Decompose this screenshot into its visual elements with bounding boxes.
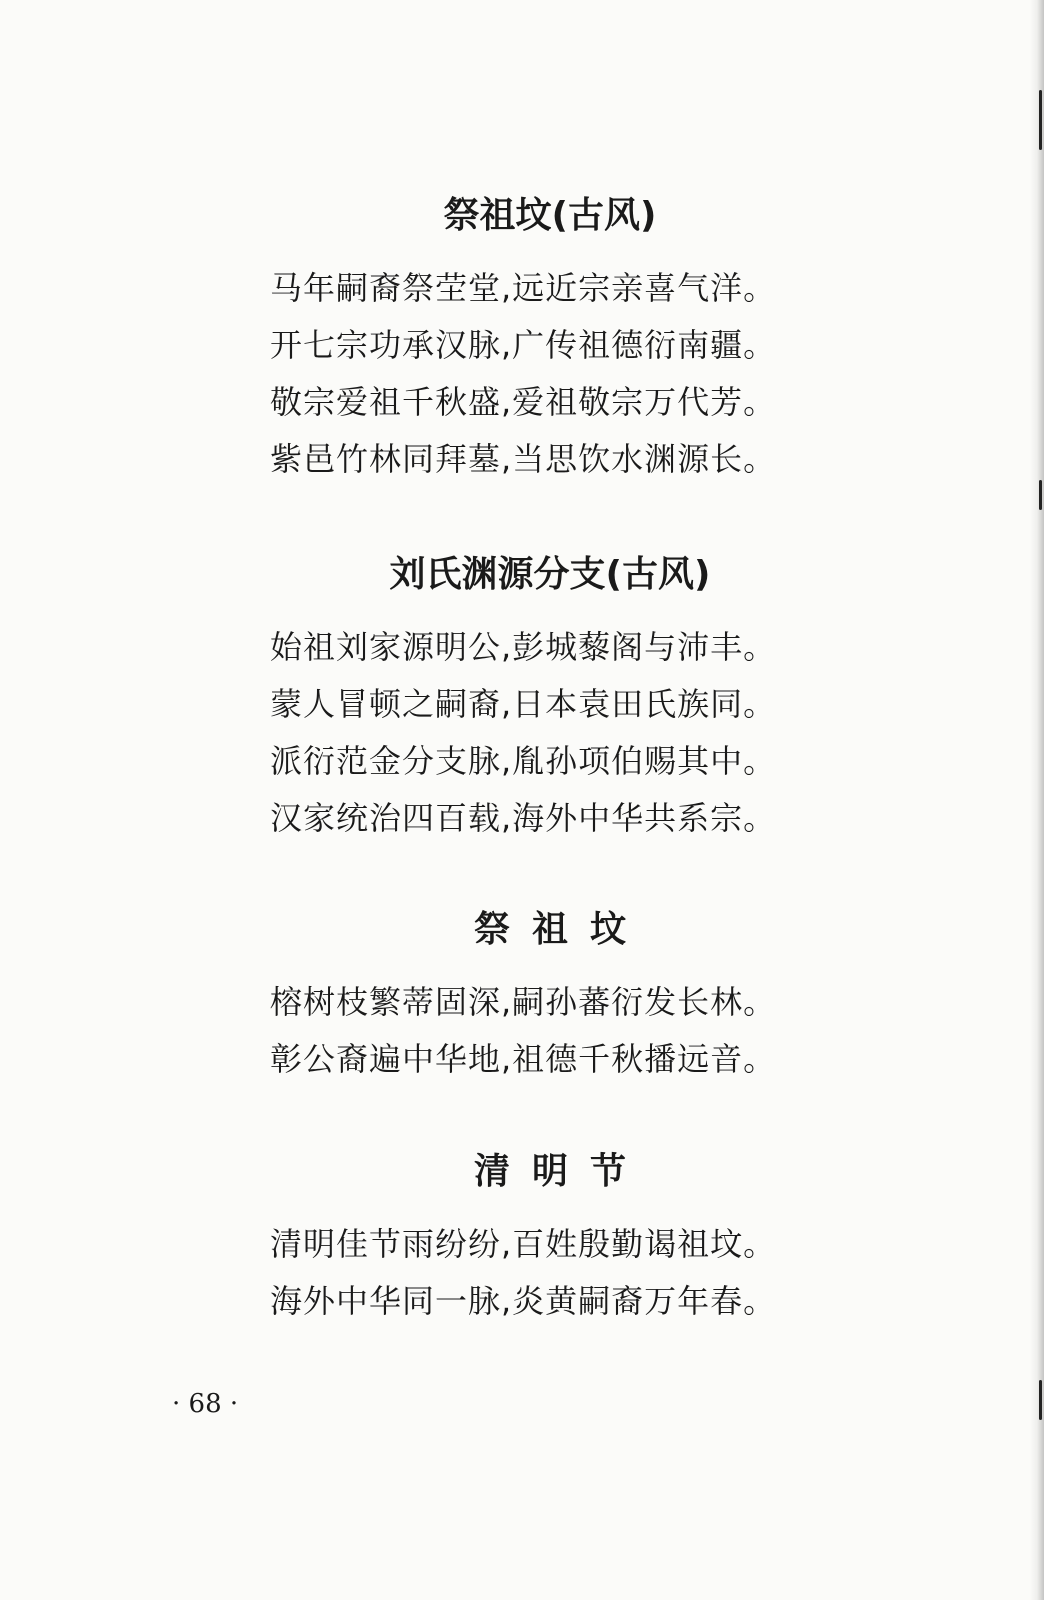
binding-edge-mark xyxy=(1039,1380,1042,1420)
binding-edge-mark xyxy=(1039,90,1042,150)
binding-edge-mark xyxy=(1039,480,1042,510)
page-number: · 68 · xyxy=(172,1389,239,1419)
poem-line: 开七宗功承汉脉,广传祖德衍南疆。 xyxy=(270,326,777,364)
poem-line: 榕树枝繁蒂固深,嗣孙蕃衍发长林。 xyxy=(270,983,777,1021)
poem-qing-ming-jie xyxy=(270,1150,830,1330)
poem-title: 清明节 xyxy=(473,1151,648,1192)
poem-lines xyxy=(270,619,830,847)
poem-title: 祭祖坟(古风) xyxy=(443,195,657,236)
poem-line: 始祖刘家源明公,彭城藜阁与沛丰。 xyxy=(270,628,777,666)
poem-ji-zu-fen-gufeng xyxy=(270,194,830,488)
poem-line: 汉家统治四百载,海外中华共系宗。 xyxy=(270,799,777,837)
poem-line: 马年嗣裔祭茔堂,远近宗亲喜气洋。 xyxy=(270,269,777,307)
poem-line: 敬宗爱祖千秋盛,爱祖敬宗万代芳。 xyxy=(270,383,777,421)
poem-lines xyxy=(270,1216,830,1330)
poem-line: 蒙人冒顿之嗣裔,日本袁田氏族同。 xyxy=(270,685,777,723)
poem-line: 海外中华同一脉,炎黄嗣裔万年春。 xyxy=(270,1282,777,1320)
binding-edge-shadow xyxy=(1030,0,1044,1600)
poem-liu-shi-yuan-yuan xyxy=(270,553,830,847)
poem-line: 派衍范金分支脉,胤孙项伯赐其中。 xyxy=(270,742,777,780)
poem-lines xyxy=(270,974,830,1088)
poem-lines xyxy=(270,260,830,488)
poem-ji-zu-fen xyxy=(270,908,830,1088)
poem-line: 清明佳节雨纷纷,百姓殷勤谒祖坟。 xyxy=(270,1225,777,1263)
poem-title: 祭祖坟 xyxy=(473,909,648,950)
poem-line: 紫邑竹林同拜墓,当思饮水渊源长。 xyxy=(270,440,777,478)
poem-title: 刘氏渊源分支(古风) xyxy=(389,554,711,595)
poem-line: 彰公裔遍中华地,祖德千秋播远音。 xyxy=(270,1040,777,1078)
